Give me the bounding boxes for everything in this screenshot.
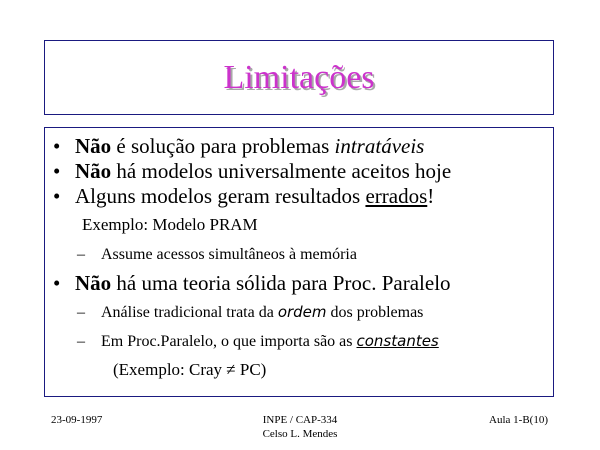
footer-institution: INPE / CAP-334 [262,414,338,426]
item-suffix: dos problemas [326,304,424,321]
bold-text: Não [75,271,112,295]
item-suffix: ! [427,184,435,208]
bold-text: Não [75,159,112,183]
item-text: há uma teoria sólida para Proc. Paralelo [111,271,451,295]
dash-icon: – [77,304,85,321]
footer-date: 23-09-1997 [51,414,103,426]
bullet-icon: • [53,159,61,183]
underlined-italic-text: constantes [356,332,439,350]
item-text: Assume acessos simultâneos à memória [101,246,357,263]
bullet-item-4 [53,271,451,295]
item-text: Exemplo: Modelo PRAM [82,215,258,234]
item-text: há modelos universalmente aceitos hoje [111,159,452,183]
slide-title: Limitações [223,59,375,96]
footer-center [230,413,370,441]
footer-author: Celso L. Mendes [262,428,338,440]
dash-icon: – [77,333,85,350]
bullet-icon: • [53,271,61,295]
bold-text: Não [75,134,112,158]
italic-text: ordem [277,303,327,321]
title-box [44,40,554,115]
item-text: Em Proc.Paralelo, o que importa são as [101,333,357,350]
sub-item-3 [77,331,439,352]
bullet-item-1 [53,134,424,158]
sub-item-2 [77,302,423,323]
example-line [82,215,258,235]
content-box [44,127,554,397]
item-text: Alguns modelos geram resultados [75,184,366,208]
underlined-text: errados [365,184,428,208]
example-line [113,360,266,380]
italic-text: intratáveis [334,134,425,158]
bullet-icon: • [53,134,61,158]
bullet-item-2 [53,159,451,183]
bullet-icon: • [53,184,61,208]
bullet-item-3 [53,184,434,208]
footer-page: Aula 1-B(10) [489,414,548,426]
sub-item-1 [77,245,357,265]
item-text: é solução para problemas [111,134,335,158]
dash-icon: – [77,246,85,263]
item-text: (Exemplo: Cray ≠ PC) [113,360,267,379]
item-text: Análise tradicional trata da [101,304,278,321]
